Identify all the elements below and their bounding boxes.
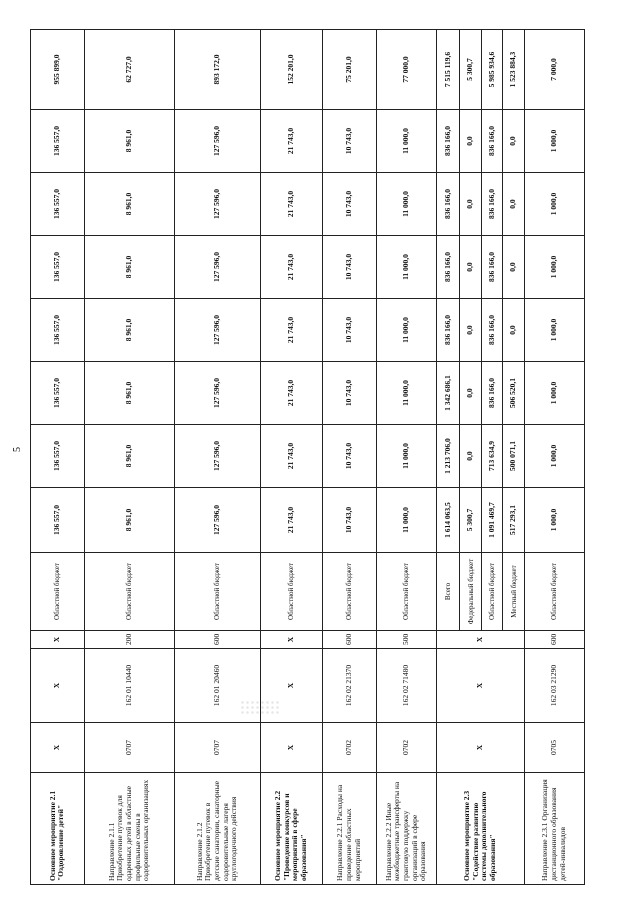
group-value: 0,0 (503, 173, 524, 236)
row-funding-source: Областной бюджет (174, 553, 260, 631)
row-vr-code: 200 (84, 631, 174, 649)
row-value: 136 557,0 (31, 173, 85, 236)
row-value: 127 596,0 (174, 173, 260, 236)
row-value: 893 172,0 (174, 30, 260, 110)
page-number: 5 (12, 447, 23, 452)
group-csr-code: X (436, 649, 524, 723)
row-csr-code: 162 02 71480 (376, 649, 436, 723)
row-value: 152 201,0 (260, 30, 322, 110)
row-csr-code: 162 02 21370 (323, 649, 377, 723)
row-value: 10 743,0 (323, 488, 377, 553)
row-funding-source: Областной бюджет (524, 553, 584, 631)
row-vr-code: 500 (376, 631, 436, 649)
row-value: 136 557,0 (31, 110, 85, 173)
row-csr-code: 162 01 20460 (174, 649, 260, 723)
group-value: 1 614 063,5 (436, 488, 460, 553)
row-name: Основное мероприятие 2.2 "Проведение конкурсов и мероприятий в сфере образования" (260, 773, 322, 885)
row-value: 136 557,0 (31, 362, 85, 425)
row-value: 75 201,0 (323, 30, 377, 110)
row-value: 11 000,0 (376, 488, 436, 553)
budget-table (30, 29, 585, 885)
row-value: 21 743,0 (260, 173, 322, 236)
row-value: 77 000,0 (376, 30, 436, 110)
row-value: 10 743,0 (323, 110, 377, 173)
row-value: 136 557,0 (31, 425, 85, 488)
row-value: 10 743,0 (323, 299, 377, 362)
row-value: 21 743,0 (260, 299, 322, 362)
row-gr-code: X (260, 723, 322, 773)
group-value: 0,0 (460, 299, 481, 362)
group-name: Основное мероприятие 2.3 "Содействие развитию системы дополнительного образования" (436, 773, 524, 885)
group-value: 1 342 686,1 (436, 362, 460, 425)
row-gr-code: 0707 (84, 723, 174, 773)
row-value: 1 000,0 (524, 173, 584, 236)
row-value: 11 000,0 (376, 362, 436, 425)
group-value: 836 166,0 (481, 299, 502, 362)
row-value: 11 000,0 (376, 236, 436, 299)
row-value: 8 961,0 (84, 110, 174, 173)
row-csr-code: 162 01 10440 (84, 649, 174, 723)
group-value: 1 213 706,0 (436, 425, 460, 488)
group-value: 1 091 469,7 (481, 488, 502, 553)
row-value: 21 743,0 (260, 488, 322, 553)
row-gr-code: 0705 (524, 723, 584, 773)
row-name: Направление 2.1.1 Приобретение путевок для одаренных детей в областные профильные смены в оздоровительных организациях (84, 773, 174, 885)
row-value: 1 000,0 (524, 425, 584, 488)
group-value: 0,0 (503, 236, 524, 299)
table-row (436, 30, 460, 885)
group-value: 0,0 (460, 110, 481, 173)
group-value: 0,0 (460, 173, 481, 236)
row-value: 136 557,0 (31, 488, 85, 553)
row-value: 7 000,0 (524, 30, 584, 110)
row-value: 21 743,0 (260, 362, 322, 425)
row-value: 1 000,0 (524, 110, 584, 173)
table-row (376, 30, 436, 885)
row-name: Направление 2.1.2 Приобретение путевок в детские санатории, санаторные оздоровительные лагеря круглогодичного действия (174, 773, 260, 885)
row-vr-code: X (260, 631, 322, 649)
group-value: 0,0 (460, 236, 481, 299)
row-value: 21 743,0 (260, 110, 322, 173)
row-value: 8 961,0 (84, 173, 174, 236)
row-value: 10 743,0 (323, 362, 377, 425)
table-row (174, 30, 260, 885)
budget-table-sheet (30, 30, 585, 885)
group-value: 836 166,0 (436, 110, 460, 173)
row-value: 127 596,0 (174, 110, 260, 173)
row-value: 127 596,0 (174, 299, 260, 362)
group-value: 836 166,0 (436, 173, 460, 236)
group-value: 0,0 (460, 362, 481, 425)
row-value: 11 000,0 (376, 110, 436, 173)
row-value: 11 000,0 (376, 299, 436, 362)
group-value: 5 300,7 (460, 488, 481, 553)
group-value: 1 523 884,3 (503, 30, 524, 110)
row-value: 8 961,0 (84, 236, 174, 299)
row-name: Основное мероприятие 2.1 "Оздоровление детей" (31, 773, 85, 885)
row-funding-source: Областной бюджет (31, 553, 85, 631)
row-csr-code: X (260, 649, 322, 723)
row-value: 1 000,0 (524, 236, 584, 299)
row-value: 955 899,0 (31, 30, 85, 110)
group-value: 7 515 119,6 (436, 30, 460, 110)
group-value: 836 166,0 (481, 110, 502, 173)
row-value: 127 596,0 (174, 488, 260, 553)
group-value: 0,0 (503, 110, 524, 173)
group-value: 836 166,0 (481, 236, 502, 299)
row-funding-source: Областной бюджет (376, 553, 436, 631)
row-value: 8 961,0 (84, 362, 174, 425)
row-value: 127 596,0 (174, 362, 260, 425)
group-funding-source: Федеральный бюджет (460, 553, 481, 631)
group-value: 836 166,0 (481, 362, 502, 425)
group-value: 5 985 934,6 (481, 30, 502, 110)
group-value: 517 293,1 (503, 488, 524, 553)
row-value: 10 743,0 (323, 425, 377, 488)
row-name: Направление 2.2.2 Иные межбюджетные трансферты на грантовую поддержку организаций в сфере образования (376, 773, 436, 885)
group-vr-code: X (436, 631, 524, 649)
row-value: 10 743,0 (323, 173, 377, 236)
group-funding-source: Всего (436, 553, 460, 631)
group-value: 5 300,7 (460, 30, 481, 110)
row-value: 10 743,0 (323, 236, 377, 299)
row-value: 1 000,0 (524, 299, 584, 362)
group-value: 713 634,9 (481, 425, 502, 488)
row-value: 136 557,0 (31, 299, 85, 362)
row-name: Направление 2.3.1 Организация дистанционного образования детей-инвалидов (524, 773, 584, 885)
row-value: 11 000,0 (376, 173, 436, 236)
row-value: 62 727,0 (84, 30, 174, 110)
row-name: Направление 2.2.1 Расходы на проведение областных мероприятий (323, 773, 377, 885)
row-value: 8 961,0 (84, 299, 174, 362)
row-funding-source: Областной бюджет (84, 553, 174, 631)
table-row (260, 30, 322, 885)
row-value: 8 961,0 (84, 425, 174, 488)
row-value: 1 000,0 (524, 362, 584, 425)
row-gr-code: 0702 (376, 723, 436, 773)
row-value: 127 596,0 (174, 425, 260, 488)
group-gr-code: X (436, 723, 524, 773)
row-csr-code: X (31, 649, 85, 723)
row-vr-code: X (31, 631, 85, 649)
group-funding-source: Областной бюджет (481, 553, 502, 631)
row-funding-source: Областной бюджет (323, 553, 377, 631)
table-row (524, 30, 584, 885)
group-funding-source: Местный бюджет (503, 553, 524, 631)
row-value: 8 961,0 (84, 488, 174, 553)
group-value: 500 071,1 (503, 425, 524, 488)
row-value: 21 743,0 (260, 425, 322, 488)
group-value: 0,0 (460, 425, 481, 488)
group-value: 836 166,0 (436, 236, 460, 299)
row-value: 127 596,0 (174, 236, 260, 299)
row-value: 136 557,0 (31, 236, 85, 299)
group-value: 0,0 (503, 299, 524, 362)
group-value: 836 166,0 (481, 173, 502, 236)
row-value: 21 743,0 (260, 236, 322, 299)
row-vr-code: 600 (323, 631, 377, 649)
row-funding-source: Областной бюджет (260, 553, 322, 631)
row-value: 1 000,0 (524, 488, 584, 553)
row-gr-code: X (31, 723, 85, 773)
row-gr-code: 0707 (174, 723, 260, 773)
row-vr-code: 600 (524, 631, 584, 649)
group-value: 506 520,1 (503, 362, 524, 425)
table-row (323, 30, 377, 885)
row-value: 11 000,0 (376, 425, 436, 488)
table-row (84, 30, 174, 885)
row-vr-code: 600 (174, 631, 260, 649)
row-csr-code: 162 03 21290 (524, 649, 584, 723)
table-row (31, 30, 85, 885)
row-gr-code: 0702 (323, 723, 377, 773)
group-value: 836 166,0 (436, 299, 460, 362)
